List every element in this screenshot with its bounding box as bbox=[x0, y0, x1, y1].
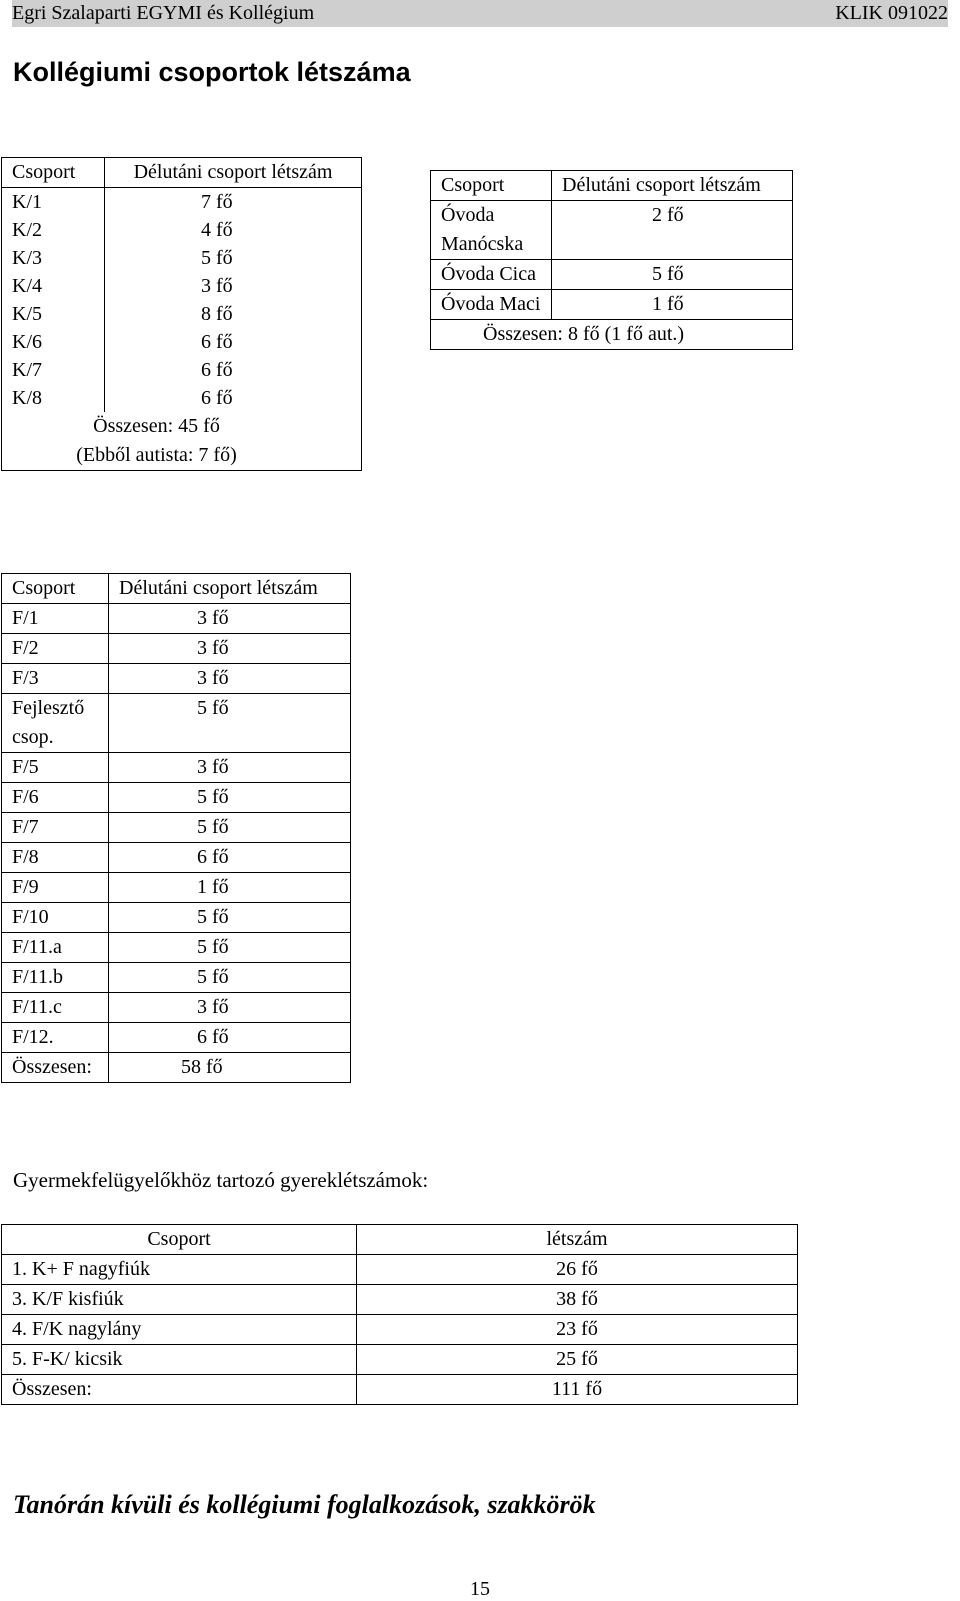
table-row bbox=[2, 188, 362, 413]
table-row bbox=[2, 1285, 798, 1315]
table-row bbox=[2, 843, 351, 873]
table-row bbox=[2, 873, 351, 903]
table-row bbox=[2, 783, 351, 813]
table-total-row bbox=[2, 1053, 351, 1083]
column-header-group: Csoport bbox=[431, 171, 552, 201]
row-count: 3 fő bbox=[109, 664, 351, 694]
table-row bbox=[2, 604, 351, 634]
table-total-row bbox=[431, 320, 793, 350]
row-group: K/4 bbox=[12, 275, 42, 297]
total-text: Összesen: 45 fő bbox=[93, 415, 220, 437]
table-total-row bbox=[2, 1375, 798, 1405]
total-value: 58 fő bbox=[109, 1053, 351, 1083]
column-header-count: Délutáni csoport létszám bbox=[105, 158, 362, 188]
table-row bbox=[2, 694, 351, 753]
row-count: 3 fő bbox=[201, 275, 233, 297]
table-row bbox=[2, 993, 351, 1023]
row-group: F/5 bbox=[2, 753, 109, 783]
row-count: 1 fő bbox=[552, 290, 793, 320]
table-row bbox=[2, 1023, 351, 1053]
row-group: Óvoda Manócska bbox=[431, 201, 552, 260]
row-count: 2 fő bbox=[552, 201, 793, 260]
row-count: 5 fő bbox=[109, 903, 351, 933]
row-count: 38 fő bbox=[357, 1285, 798, 1315]
row-group: 4. F/K nagylány bbox=[2, 1315, 357, 1345]
autist-total-text: (Ebből autista: 7 fő) bbox=[76, 444, 237, 466]
row-count: 3 fő bbox=[109, 993, 351, 1023]
row-count: 5 fő bbox=[109, 933, 351, 963]
table-header-row bbox=[2, 1225, 798, 1255]
row-count: 25 fő bbox=[357, 1345, 798, 1375]
row-group: 1. K+ F nagyfiúk bbox=[2, 1255, 357, 1285]
row-count: 5 fő bbox=[109, 813, 351, 843]
column-header-count: létszám bbox=[357, 1225, 798, 1255]
page-title: Kollégiumi csoportok létszáma bbox=[13, 57, 411, 87]
row-group: F/9 bbox=[2, 873, 109, 903]
row-group: K/5 bbox=[12, 303, 42, 325]
header-school-name: Egri Szalaparti EGYMI és Kollégium bbox=[12, 2, 315, 24]
row-group: F/2 bbox=[2, 634, 109, 664]
row-count: 6 fő bbox=[201, 331, 233, 353]
table-total-row bbox=[2, 412, 362, 471]
table-header-row bbox=[2, 158, 362, 188]
table-row bbox=[431, 260, 793, 290]
row-count: 8 fő bbox=[201, 303, 233, 325]
row-group: Óvoda Maci bbox=[431, 290, 552, 320]
table-k-groups bbox=[1, 157, 362, 471]
row-group: F/6 bbox=[2, 783, 109, 813]
table-row bbox=[2, 963, 351, 993]
section-title: Tanórán kívüli és kollégiumi foglalkozások, szakkörök bbox=[13, 1490, 596, 1519]
row-group: F/11.a bbox=[2, 933, 109, 963]
row-group: F/10 bbox=[2, 903, 109, 933]
row-group: 5. F-K/ kicsik bbox=[2, 1345, 357, 1375]
column-header-count: Délutáni csoport létszám bbox=[109, 574, 351, 604]
row-group: K/7 bbox=[12, 359, 42, 381]
row-count: 5 fő bbox=[109, 694, 351, 753]
row-group: F/1 bbox=[2, 604, 109, 634]
row-count: 26 fő bbox=[357, 1255, 798, 1285]
column-header-group: Csoport bbox=[2, 1225, 357, 1255]
row-group: Fejlesztő csop. bbox=[2, 694, 109, 753]
supervisor-counts-heading: Gyermekfelügyelőkhöz tartozó gyereklétszámok: bbox=[13, 1168, 429, 1192]
row-count: 6 fő bbox=[201, 387, 233, 409]
row-count: 4 fő bbox=[201, 219, 233, 241]
row-count: 6 fő bbox=[109, 1023, 351, 1053]
row-count: 5 fő bbox=[552, 260, 793, 290]
table-row bbox=[2, 1315, 798, 1345]
table-row bbox=[431, 201, 793, 260]
total-value: 111 fő bbox=[357, 1375, 798, 1405]
table-f-groups bbox=[1, 573, 351, 1083]
row-group: K/6 bbox=[12, 331, 42, 353]
table-row bbox=[431, 290, 793, 320]
table-row bbox=[2, 933, 351, 963]
row-group: K/2 bbox=[12, 219, 42, 241]
row-count: 6 fő bbox=[201, 359, 233, 381]
row-count: 7 fő bbox=[201, 191, 233, 213]
table-row bbox=[2, 1255, 798, 1285]
row-count: 23 fő bbox=[357, 1315, 798, 1345]
total-text: Összesen: 8 fő (1 fő aut.) bbox=[431, 320, 793, 350]
row-count: 5 fő bbox=[109, 783, 351, 813]
table-kindergarten-groups bbox=[430, 170, 793, 350]
column-header-group: Csoport bbox=[2, 574, 109, 604]
row-group: K/1 bbox=[12, 191, 42, 213]
total-label: Összesen: bbox=[2, 1053, 109, 1083]
table-supervisor-groups bbox=[1, 1224, 798, 1405]
header-code: KLIK 091022 bbox=[835, 2, 948, 24]
row-group: K/3 bbox=[12, 247, 42, 269]
total-label: Összesen: bbox=[2, 1375, 357, 1405]
row-count: 6 fő bbox=[109, 843, 351, 873]
row-group: F/8 bbox=[2, 843, 109, 873]
row-group: K/8 bbox=[12, 387, 42, 409]
row-count: 3 fő bbox=[109, 604, 351, 634]
page-number: 15 bbox=[470, 1578, 490, 1600]
row-count: 1 fő bbox=[109, 873, 351, 903]
row-count: 3 fő bbox=[109, 753, 351, 783]
row-group: 3. K/F kisfiúk bbox=[2, 1285, 357, 1315]
column-header-group: Csoport bbox=[2, 158, 105, 188]
row-group: F/11.b bbox=[2, 963, 109, 993]
table-row bbox=[2, 813, 351, 843]
row-count: 3 fő bbox=[109, 634, 351, 664]
column-header-count: Délutáni csoport létszám bbox=[552, 171, 793, 201]
table-row bbox=[2, 903, 351, 933]
table-row bbox=[2, 664, 351, 694]
row-count: 5 fő bbox=[109, 963, 351, 993]
page-header bbox=[12, 0, 948, 27]
table-row bbox=[2, 634, 351, 664]
row-group: F/3 bbox=[2, 664, 109, 694]
row-group: Óvoda Cica bbox=[431, 260, 552, 290]
table-header-row bbox=[431, 171, 793, 201]
row-group: F/12. bbox=[2, 1023, 109, 1053]
table-header-row bbox=[2, 574, 351, 604]
row-group: F/7 bbox=[2, 813, 109, 843]
table-row bbox=[2, 1345, 798, 1375]
row-count: 5 fő bbox=[201, 247, 233, 269]
table-row bbox=[2, 753, 351, 783]
row-group: F/11.c bbox=[2, 993, 109, 1023]
